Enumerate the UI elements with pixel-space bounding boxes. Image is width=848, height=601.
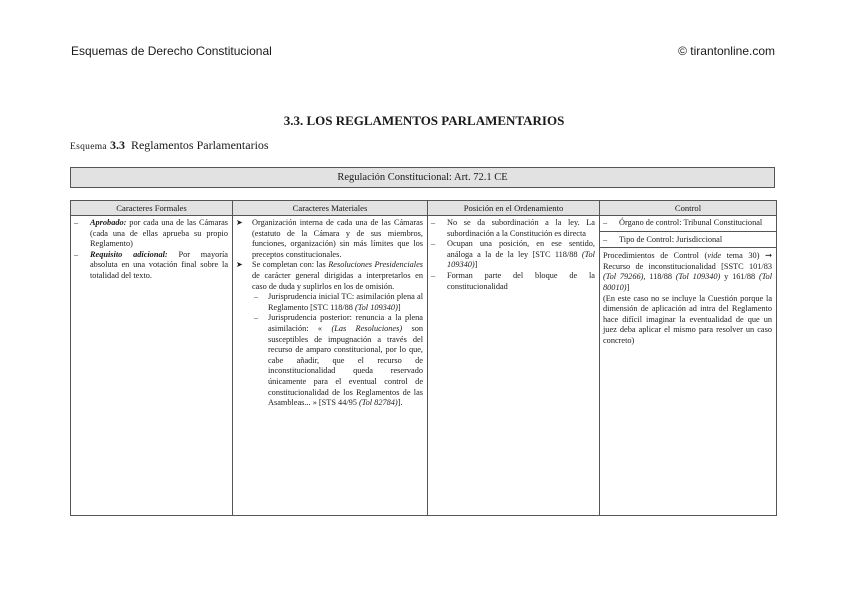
control-procedimientos	[603, 251, 772, 346]
italic-term: Resoluciones Presidenciales	[328, 260, 423, 270]
tol-reference: (Tol 80010)	[603, 272, 773, 292]
schema-label: Reglamentos Parlamentarios	[130, 138, 269, 152]
term-aprobado: Aprobado:	[90, 218, 127, 227]
sub-list-item	[252, 313, 423, 408]
constitutional-regulation-banner: Regulación Constitucional: Art. 72.1 CE	[70, 167, 775, 188]
tol-reference: (Tol 79266)	[603, 272, 644, 282]
control-text: y 161/88	[720, 272, 759, 282]
list-item	[74, 218, 228, 250]
control-label: Órgano de control:	[619, 218, 682, 227]
cell-control	[600, 216, 777, 516]
schema-caption	[70, 138, 269, 153]
cell-posicion	[428, 216, 600, 516]
list-item	[74, 250, 228, 282]
cell-formales	[71, 216, 233, 516]
control-text: Recurso de inconstitucionalidad [SSTC 101/83	[603, 261, 772, 271]
list-item	[236, 260, 423, 408]
list-item-text: Jurisprudencia posterior: renuncia a la plena asimilación: «	[268, 313, 423, 333]
list-item	[431, 239, 595, 271]
running-header-right: © tirantonline.com	[678, 44, 775, 58]
sub-list-item	[252, 292, 423, 313]
list-item	[603, 218, 772, 229]
control-value: Tribunal Constitucional	[681, 218, 763, 227]
list-item	[603, 235, 772, 246]
list-item-text: Por mayoría absoluta en una votación final sobre la totalidad del texto.	[90, 249, 228, 280]
list-item-text: No se da subordinación a la ley. La subordinación a la Constitución es directa	[447, 218, 595, 238]
column-header-posicion: Posición en el Ordenamiento	[428, 201, 600, 216]
control-text: tema 30)	[721, 251, 766, 261]
list-item-text: por cada una de las Cámaras (cada una de ellas aprueba su propio Reglamento)	[90, 218, 228, 249]
list-item-text: Organización interna de cada una de las Cámaras (estatuto de la Cámara y de sus miembros, funciones, organización) sin más límites que los preceptos constitucionales.	[252, 218, 423, 259]
schema-prefix: Esquema	[70, 142, 107, 152]
list-item-text: ]	[474, 260, 478, 270]
control-text: ]	[626, 282, 630, 292]
section-title: 3.3. LOS REGLAMENTOS PARLAMENTARIOS	[283, 113, 565, 128]
term-requisito: Requisito adicional:	[90, 249, 168, 259]
tol-reference: (Tol 82784)	[359, 398, 398, 408]
control-label: Tipo de Control:	[619, 234, 675, 244]
tol-reference: (Tol 109340)	[447, 249, 595, 270]
list-item-text: Forman parte del bloque de la constitucionalidad	[447, 270, 595, 291]
column-header-materiales: Caracteres Materiales	[233, 201, 428, 216]
table-header-row	[71, 201, 777, 216]
list-item	[431, 218, 595, 239]
column-header-control: Control	[600, 201, 777, 216]
list-item	[431, 271, 595, 292]
arrow-icon: ➞	[765, 251, 772, 261]
control-text: , 118/88	[643, 272, 676, 282]
tol-reference: (Tol 109340)	[675, 272, 721, 282]
control-organo-row	[600, 218, 776, 232]
control-text: (	[698, 251, 708, 261]
control-value: Jurisdiccional	[674, 234, 723, 244]
list-item-text: ]	[397, 302, 401, 312]
list-item-text: Jurisprudencia inicial TC: asimilación plena al Reglamento [STC 118/88	[268, 292, 423, 312]
list-item-text: son susceptibles de impugnación a través del recurso de amparo constitucional, por lo que, cabe añadir, que el recurso de inconstitucionalidad queda reservado únicamente para el eventual control de constitucionalidad de los Reglamentos de las Asambleas... » [STS 44/95	[268, 323, 423, 408]
column-header-formales: Caracteres Formales	[71, 201, 233, 216]
tol-reference: (Tol 109340)	[355, 302, 398, 312]
schema-number: 3.3	[109, 138, 125, 152]
schema-table	[70, 200, 777, 516]
list-item-text: Ocupan una posición, en ese sentido, análoga a la de la ley [STC 118/88	[447, 239, 595, 259]
list-item-text: de carácter general dirigidas a interpretarlos en caso de duda y suplirlos en los de omisión.	[252, 270, 423, 291]
list-item	[236, 218, 423, 260]
list-item-text: Se completan con: las	[252, 260, 329, 270]
cell-materiales	[233, 216, 428, 516]
control-label: Procedimientos de Control	[603, 251, 699, 261]
table-row	[71, 216, 777, 516]
control-note: (En este caso no se incluye la Cuestión porque la dimensión de aplicación ad intra del Reglamento hace difícil imaginar la eventualidad de que un juez deba aplicar el mismo para resolver un caso concreto)	[603, 293, 772, 345]
control-tipo-row	[600, 235, 776, 249]
list-item-text: ].	[397, 398, 403, 408]
italic-term: (Las Resoluciones)	[331, 323, 403, 333]
italic-term: vide	[707, 251, 722, 261]
running-header-left: Esquemas de Derecho Constitucional	[71, 44, 272, 58]
